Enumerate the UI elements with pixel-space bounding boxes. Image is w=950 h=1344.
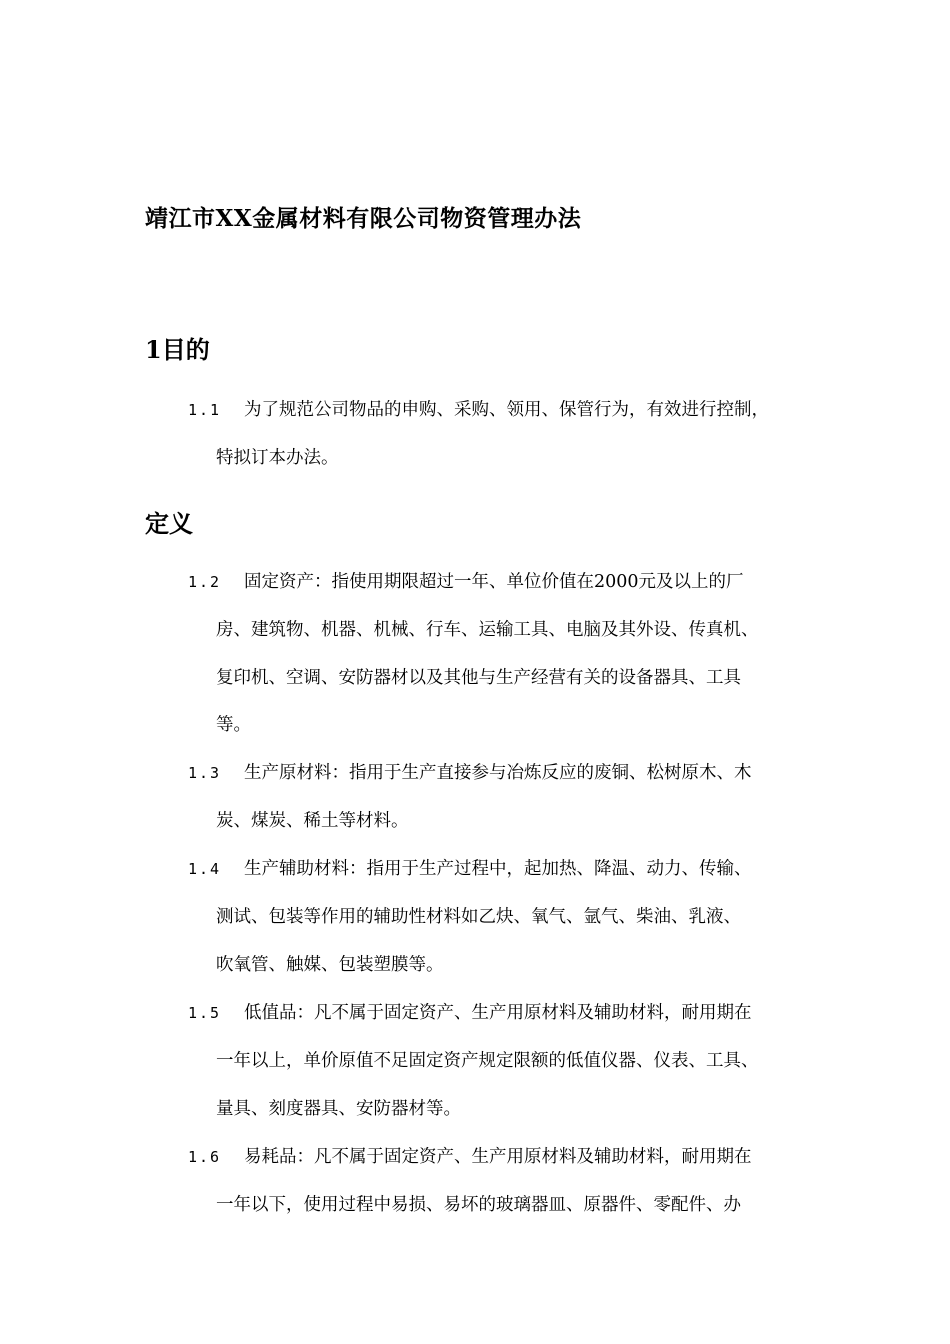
section-heading-definitions: 定义 xyxy=(145,509,193,538)
clause-number: 1.3 xyxy=(188,764,222,782)
clause-line: 量具、刻度器具、安防器材等。 xyxy=(216,1099,461,1119)
clause-number: 1.5 xyxy=(188,1004,222,1022)
clause-line: 一年以上，单价原值不足固定资产规定限额的低值仪器、仪表、工具、 xyxy=(216,1051,759,1071)
clause-line: 生产辅助材料：指用于生产过程中，起加热、降温、动力、传输、 xyxy=(244,859,752,879)
clause-number: 1.2 xyxy=(188,573,222,591)
clause-line: 特拟订本办法。 xyxy=(216,448,339,468)
clause-line: 固定资产：指使用期限超过一年、单位价值在2000元及以上的厂 xyxy=(244,572,744,592)
clause-number: 1.6 xyxy=(188,1148,222,1166)
clause-line: 房、建筑物、机器、机械、行车、运输工具、电脑及其外设、传真机、 xyxy=(216,620,759,640)
clause-line: 一年以下，使用过程中易损、易坏的玻璃器皿、原器件、零配件、办 xyxy=(216,1195,741,1215)
clause-line: 测试、包装等作用的辅助性材料如乙炔、氧气、氩气、柴油、乳液、 xyxy=(216,907,741,927)
clause-line: 为了规范公司物品的申购、采购、领用、保管行为，有效进行控制， xyxy=(244,400,769,420)
clause-line: 低值品：凡不属于固定资产、生产用原材料及辅助材料，耐用期在 xyxy=(244,1003,752,1023)
clause-line: 生产原材料：指用于生产直接参与冶炼反应的废铜、松树原木、木 xyxy=(244,763,752,783)
clause-line: 等。 xyxy=(216,715,251,735)
clause-line: 吹氧管、触媒、包装塑膜等。 xyxy=(216,955,444,975)
document-title: 靖江市XX金属材料有限公司物资管理办法 xyxy=(145,205,582,232)
clause-number: 1.1 xyxy=(188,401,222,419)
clause-line: 易耗品：凡不属于固定资产、生产用原材料及辅助材料，耐用期在 xyxy=(244,1147,752,1167)
section-heading-purpose: 1目的 xyxy=(145,335,210,364)
clause-line: 复印机、空调、安防器材以及其他与生产经营有关的设备器具、工具 xyxy=(216,668,741,688)
clause-line: 炭、煤炭、稀土等材料。 xyxy=(216,811,409,831)
clause-number: 1.4 xyxy=(188,860,222,878)
